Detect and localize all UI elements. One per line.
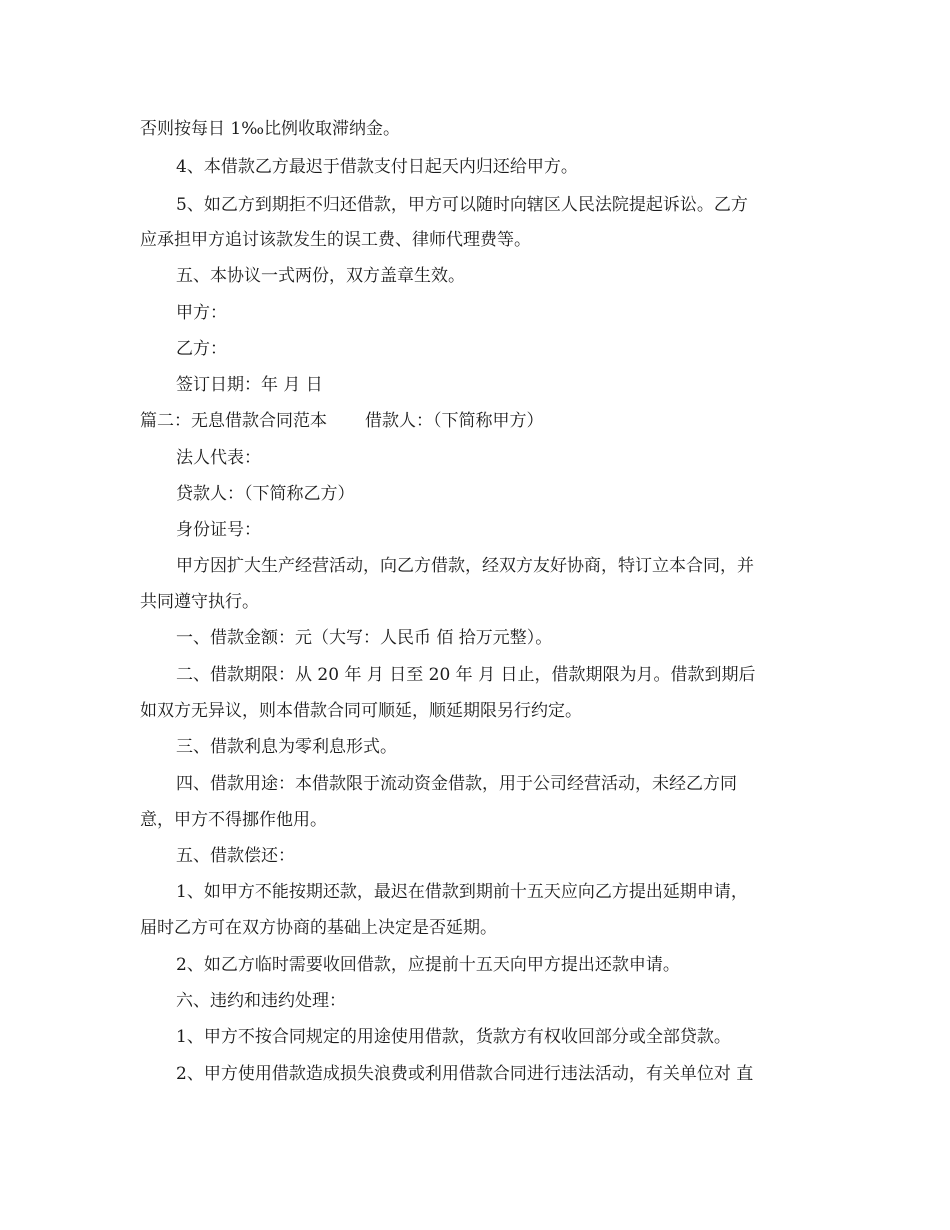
legal-rep-field: 法人代表： xyxy=(176,448,261,468)
text-line: 届时乙方可在双方协商的基础上决定是否延期。 xyxy=(140,918,497,938)
id-number-field: 身份证号： xyxy=(176,520,261,540)
borrower-field: 借款人：（下简称甲方） xyxy=(365,411,544,431)
signature-party-a: 甲方： xyxy=(176,303,227,323)
lender-field: 贷款人：（下简称乙方） xyxy=(176,484,355,504)
text-line: 2、甲方使用借款造成损失浪费或利用借款合同进行违法活动，有关单位对 直 xyxy=(176,1064,754,1084)
signature-party-b: 乙方： xyxy=(176,339,227,359)
text-line: 5、如乙方到期拒不归还借款，甲方可以随时向辖区人民法院提起诉讼。乙方 xyxy=(176,195,748,215)
text-line: 1、如甲方不能按期还款，最迟在借款到期前十五天应向乙方提出延期申请， xyxy=(176,882,748,902)
text-line: 如双方无异议，则本借款合同可顺延，顺延期限另行约定。 xyxy=(140,701,582,721)
text-line: 三、借款利息为零利息形式。 xyxy=(176,737,397,757)
text-line: 共同遵守执行。 xyxy=(140,592,259,612)
text-line: 五、本协议一式两份，双方盖章生效。 xyxy=(176,266,465,286)
text-line: 二、借款期限：从 20 年 月 日至 20 年 月 日止，借款期限为月。借款到期后 xyxy=(176,665,756,685)
signing-date: 签订日期：年 月 日 xyxy=(176,375,323,395)
section-heading-line xyxy=(0,403,950,439)
text-line: 1、甲方不按合同规定的用途使用借款，货款方有权收回部分或全部贷款。 xyxy=(176,1027,731,1047)
text-line: 意，甲方不得挪作他用。 xyxy=(140,810,327,830)
text-line: 甲方因扩大生产经营活动，向乙方借款，经双方友好协商，特订立本合同，并 xyxy=(176,556,754,576)
text-line: 五、借款偿还： xyxy=(176,846,295,866)
text-line: 4、本借款乙方最迟于借款支付日起天内归还给甲方。 xyxy=(176,157,578,177)
text-line: 否则按每日 1‰比例收取滞纳金。 xyxy=(140,119,401,139)
text-line: 六、违约和违约处理： xyxy=(176,991,346,1011)
text-line: 一、借款金额：元（大写：人民币 佰 拾万元整）。 xyxy=(176,628,553,648)
text-line: 四、借款用途：本借款限于流动资金借款，用于公司经营活动，未经乙方同 xyxy=(176,774,737,794)
text-line: 2、如乙方临时需要收回借款，应提前十五天向甲方提出还款申请。 xyxy=(176,955,680,975)
text-line: 应承担甲方追讨该款发生的误工费、律师代理费等。 xyxy=(140,230,531,250)
section-heading: 篇二：无息借款合同范本 xyxy=(140,411,327,431)
